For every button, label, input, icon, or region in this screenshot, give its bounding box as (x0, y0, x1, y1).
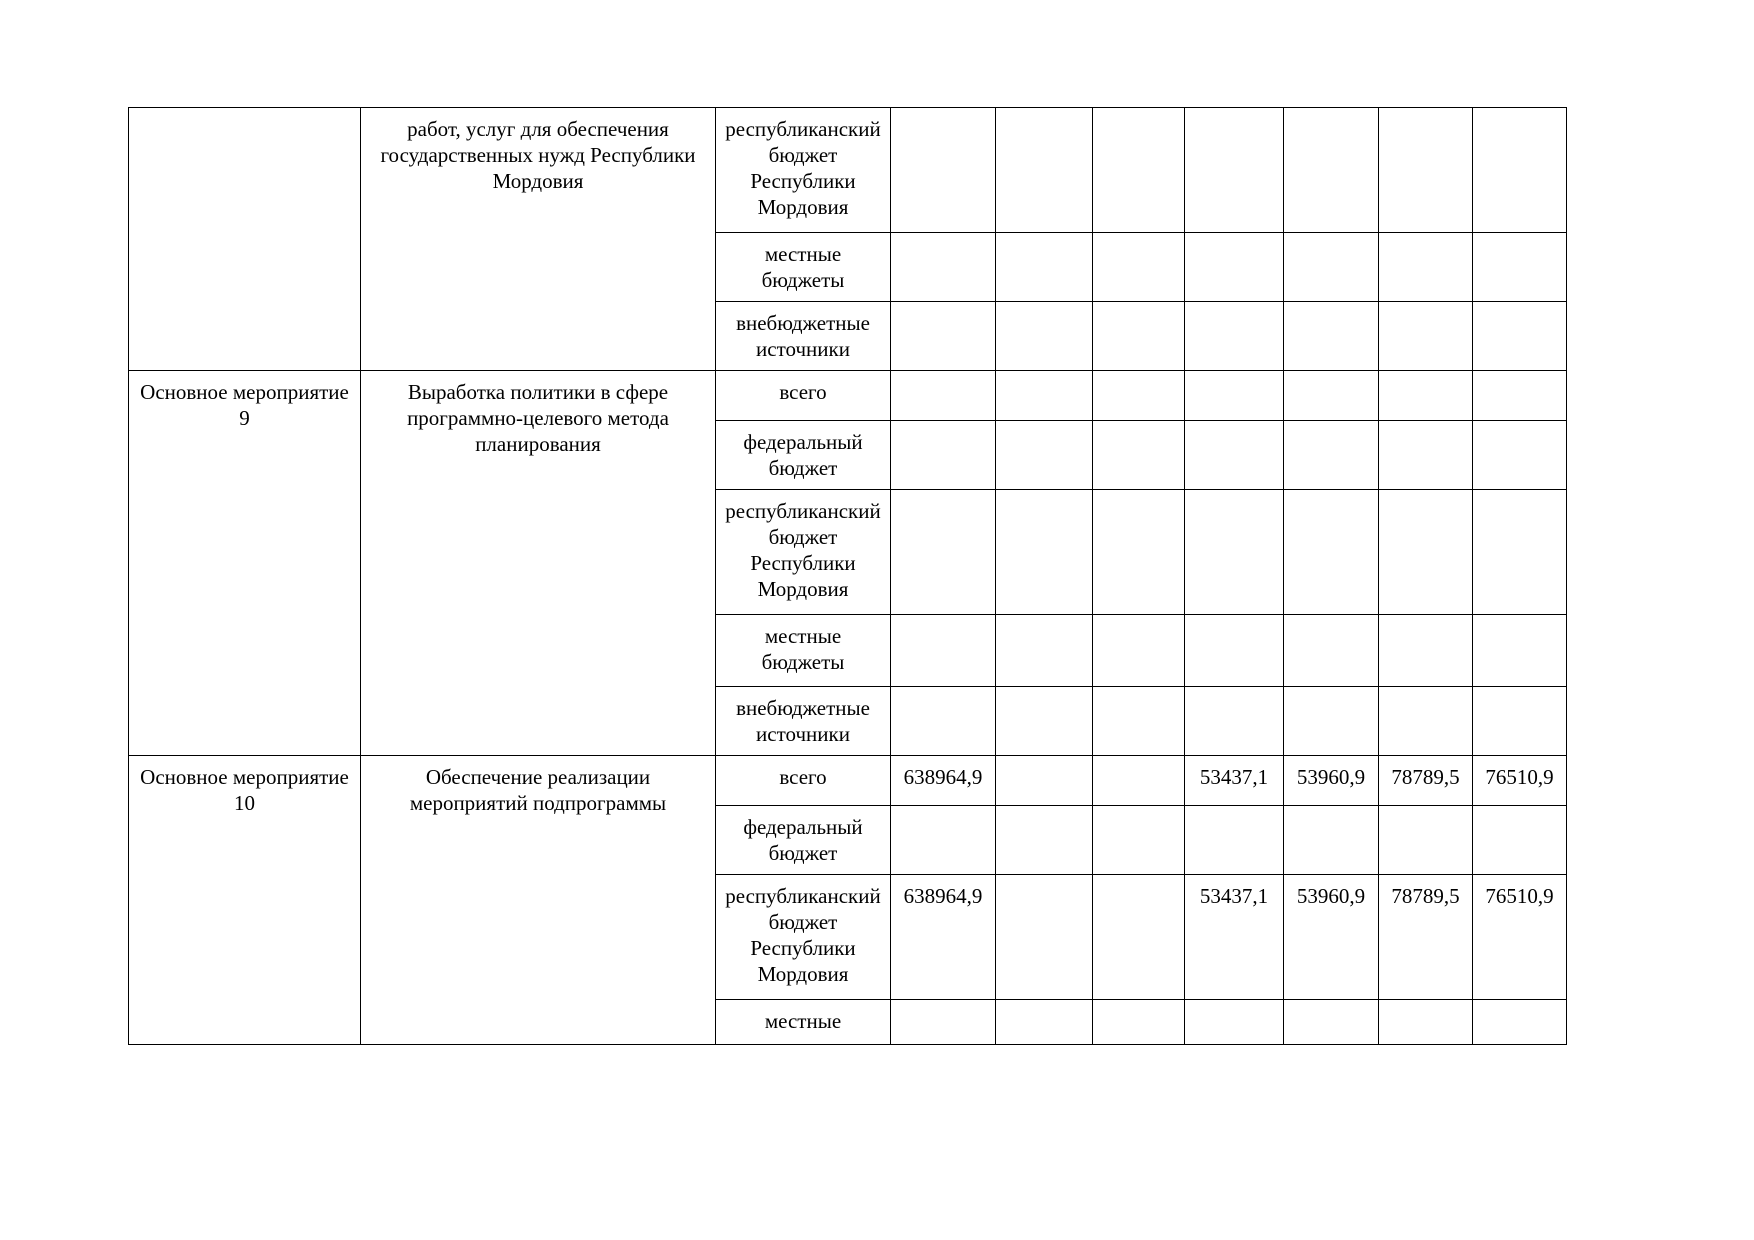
value-cell (891, 108, 996, 233)
funding-source-cell: республиканский бюджет Республики Мордовия (716, 875, 891, 1000)
value-cell (996, 371, 1093, 421)
value-cell (891, 615, 996, 687)
value-cell (1379, 233, 1473, 302)
value-cell (891, 687, 996, 756)
value-cell (996, 490, 1093, 615)
value-cell (1093, 108, 1185, 233)
measure-name-cell: Основное мероприятие 10 (129, 756, 361, 1045)
value-cell (891, 1000, 996, 1045)
table-row (129, 756, 1567, 806)
measure-description-cell: Выработка политики в сфере программно-целевого метода планирования (361, 371, 716, 756)
value-cell (1284, 108, 1379, 233)
value-cell (1473, 233, 1567, 302)
value-cell (1093, 371, 1185, 421)
value-cell (1473, 615, 1567, 687)
value-cell (1093, 806, 1185, 875)
value-cell: 53437,1 (1185, 875, 1284, 1000)
value-cell (1093, 1000, 1185, 1045)
value-cell (1185, 421, 1284, 490)
value-cell (996, 806, 1093, 875)
value-cell (1379, 687, 1473, 756)
funding-source-cell: местные бюджеты (716, 615, 891, 687)
table-row (129, 108, 1567, 233)
value-cell: 638964,9 (891, 756, 996, 806)
value-cell (891, 302, 996, 371)
value-cell (1379, 371, 1473, 421)
value-cell (1379, 806, 1473, 875)
value-cell (1284, 687, 1379, 756)
value-cell (996, 108, 1093, 233)
value-cell (1185, 302, 1284, 371)
value-cell (1473, 687, 1567, 756)
value-cell (1473, 371, 1567, 421)
value-cell (1473, 806, 1567, 875)
value-cell (996, 302, 1093, 371)
value-cell (1379, 1000, 1473, 1045)
value-cell (996, 1000, 1093, 1045)
value-cell (891, 806, 996, 875)
value-cell (1093, 302, 1185, 371)
value-cell (1473, 490, 1567, 615)
funding-source-cell: внебюджетные источники (716, 687, 891, 756)
measure-name-cell: Основное мероприятие 9 (129, 371, 361, 756)
value-cell (891, 371, 996, 421)
value-cell (1185, 1000, 1284, 1045)
value-cell (891, 421, 996, 490)
value-cell: 76510,9 (1473, 875, 1567, 1000)
value-cell (1284, 233, 1379, 302)
value-cell (1093, 875, 1185, 1000)
value-cell (1473, 108, 1567, 233)
value-cell (1093, 421, 1185, 490)
funding-source-cell: республиканский бюджет Республики Мордовия (716, 108, 891, 233)
value-cell (1379, 615, 1473, 687)
table-row (129, 371, 1567, 421)
value-cell: 76510,9 (1473, 756, 1567, 806)
value-cell (1093, 233, 1185, 302)
budget-table (128, 107, 1567, 1045)
value-cell (996, 756, 1093, 806)
value-cell (1473, 302, 1567, 371)
measure-description-cell: Обеспечение реализации мероприятий подпрограммы (361, 756, 716, 1045)
value-cell (1185, 615, 1284, 687)
value-cell: 78789,5 (1379, 756, 1473, 806)
value-cell (1185, 233, 1284, 302)
value-cell: 53960,9 (1284, 756, 1379, 806)
value-cell (891, 233, 996, 302)
value-cell: 78789,5 (1379, 875, 1473, 1000)
value-cell (1473, 421, 1567, 490)
value-cell (1185, 108, 1284, 233)
value-cell (1379, 490, 1473, 615)
value-cell (996, 687, 1093, 756)
value-cell (996, 233, 1093, 302)
value-cell (1379, 302, 1473, 371)
value-cell: 638964,9 (891, 875, 996, 1000)
value-cell (1093, 615, 1185, 687)
funding-source-cell: федеральный бюджет (716, 421, 891, 490)
value-cell (1185, 687, 1284, 756)
value-cell (996, 875, 1093, 1000)
value-cell: 53437,1 (1185, 756, 1284, 806)
value-cell: 53960,9 (1284, 875, 1379, 1000)
value-cell (1379, 108, 1473, 233)
value-cell (1284, 806, 1379, 875)
value-cell (1379, 421, 1473, 490)
value-cell (1284, 302, 1379, 371)
value-cell (1284, 1000, 1379, 1045)
measure-name-cell (129, 108, 361, 371)
measure-description-cell: работ, услуг для обеспечения государственных нужд Республики Мордовия (361, 108, 716, 371)
funding-source-cell: республиканский бюджет Республики Мордовия (716, 490, 891, 615)
funding-source-cell: всего (716, 756, 891, 806)
value-cell (1284, 490, 1379, 615)
value-cell (996, 615, 1093, 687)
funding-source-cell: местные бюджеты (716, 233, 891, 302)
value-cell (1093, 756, 1185, 806)
value-cell (1093, 490, 1185, 615)
value-cell (1185, 490, 1284, 615)
value-cell (1284, 615, 1379, 687)
value-cell (1093, 687, 1185, 756)
value-cell (1185, 806, 1284, 875)
funding-source-cell: местные (716, 1000, 891, 1045)
funding-source-cell: внебюджетные источники (716, 302, 891, 371)
value-cell (1284, 371, 1379, 421)
value-cell (1284, 421, 1379, 490)
value-cell (891, 490, 996, 615)
funding-source-cell: федеральный бюджет (716, 806, 891, 875)
value-cell (996, 421, 1093, 490)
value-cell (1473, 1000, 1567, 1045)
value-cell (1185, 371, 1284, 421)
funding-source-cell: всего (716, 371, 891, 421)
